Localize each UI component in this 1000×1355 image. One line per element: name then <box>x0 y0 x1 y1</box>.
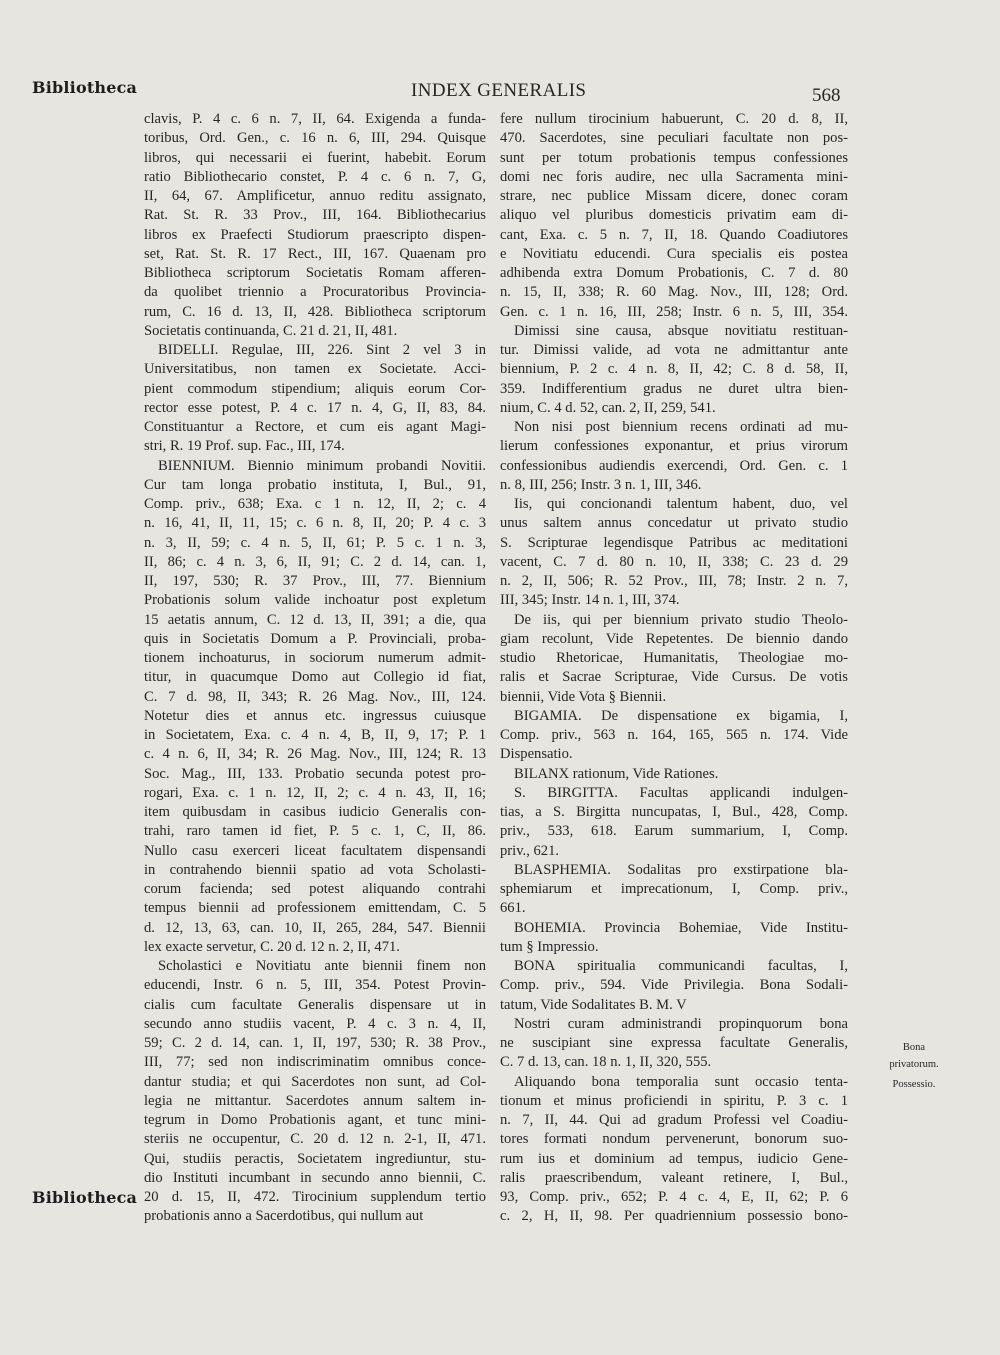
text-line: Iis, qui concionandi talentum habent, duo, vel <box>514 496 848 512</box>
text-line: 20 d. 15, II, 472. Tirocinium supplendum tertio <box>144 1189 486 1205</box>
text-line: 15 aetatis annum, C. 12 d. 13, II, 391; a die, qua <box>144 611 486 628</box>
text-line: BONA spiritualia communicandi facultas, I, <box>514 958 848 974</box>
text-line: set, Rat. St. R. 17 Rect., III, 167. Quaenam pro <box>144 245 486 262</box>
text-line: II, 64, 67. Amplificetur, annuo reditu assignato, <box>144 188 486 204</box>
text-line: 93, Comp. priv., 652; P. 4 c. 4, E, II, 62; P. 6 <box>500 1189 848 1205</box>
text-line: Soc. Mag., III, 133. Probatio secunda potest pro- <box>144 765 486 782</box>
text-line: BIENNIUM. Biennio minimum probandi Novitii. <box>158 457 486 474</box>
text-line: strare, nec publice Missam dicere, donec coram <box>500 188 848 204</box>
text-line: Comp. priv., 638; Exa. c 1 n. 12, II, 2; c. 4 <box>144 496 486 512</box>
text-line: rum, C. 16 d. 13, II, 428. Bibliotheca scriptorum <box>144 303 486 320</box>
text-line: clavis, P. 4 c. 6 n. 7, II, 64. Exigenda a funda- <box>144 111 486 127</box>
text-line: e Novitiatu educendi. Cura specialis eis postea <box>500 245 848 262</box>
text-line: tum § Impressio. <box>500 938 599 955</box>
text-line: III, 345; Instr. 14 n. 1, III, 374. <box>500 592 680 609</box>
text-line: n. 8, III, 256; Instr. 3 n. 1, III, 346. <box>500 476 702 493</box>
margin-note: privatorum. <box>889 1059 939 1070</box>
text-line: da quolibet triennio a Procuratoribus Provincia- <box>144 284 486 301</box>
text-line: c. 2, H, II, 98. Per quadriennium possessio bono- <box>500 1208 848 1225</box>
text-line: BOHEMIA. Provincia Bohemiae, Vide Institu- <box>514 919 848 936</box>
text-line: giam recolunt, Vide Repetentes. De biennio dando <box>500 630 848 647</box>
text-line: vacent, C. 7 d. 80 n. 10, II, 338; C. 23 d. 29 <box>500 553 848 570</box>
text-line: lierum confessiones exponantur, et prius virorum <box>500 438 848 455</box>
text-line: cant, Exa. c. 5 n. 7, II, 18. Quando Coadiutores <box>500 226 848 243</box>
text-line: dio Instituti incumbant in secundo anno biennii, C. <box>144 1169 486 1186</box>
text-line: tionum et minus proficiendi in spiritu, P. 3 c. 1 <box>500 1092 848 1109</box>
text-line: aliquo vel pluribus domesticis privatim eam di- <box>500 207 848 224</box>
text-line: fere nullum tirocinium habuerunt, C. 20 d. 8, II, <box>500 111 848 127</box>
text-line: stri, R. 19 Prof. sup. Fac., III, 174. <box>144 438 345 455</box>
margin-heading-bottom: Bibliotheca <box>32 1188 138 1207</box>
text-line: in contrahendo biennii spatio ad vota Scholasti- <box>144 861 486 878</box>
text-line: priv., 621. <box>500 842 560 859</box>
text-line: Non nisi post biennium recens ordinati ad mu- <box>514 419 848 435</box>
text-line: C. 7 d. 13, can. 18 n. 1, II, 320, 555. <box>500 1054 712 1071</box>
text-line: item quibusdam in casibus iudicio Generalis con- <box>144 804 486 820</box>
right-column <box>500 110 848 1227</box>
margin-note: Bona <box>902 1042 926 1053</box>
text-line: Probationis solum valide inchoatur post expletum <box>144 592 486 609</box>
text-line: quis in Societatis Domum a P. Provinciali, proba- <box>144 630 486 647</box>
text-line: Qui, studiis peractis, Societatem ingrediuntur, stu- <box>144 1150 486 1167</box>
text-line: BILANX rationum, Vide Rationes. <box>514 765 719 782</box>
text-line: Dispensatio. <box>500 746 573 763</box>
text-line: tur. Dimissi valide, ad vota ne admittantur ante <box>500 342 848 358</box>
left-column <box>144 110 486 1227</box>
text-line: studio Rhetoricae, Humanitatis, Theologiae mo- <box>500 650 848 666</box>
text-line: Societatis continuanda, C. 21 d. 21, II, 481. <box>144 322 398 339</box>
text-line: Scholastici e Novitiatu ante biennii finem non <box>158 958 486 974</box>
text-line: biennii, Vide Vota § Biennii. <box>500 688 667 705</box>
text-line: c. 4 n. 6, II, 34; R. 26 Mag. Nov., III, 124; R. 13 <box>144 746 486 763</box>
text-line: dantur studia; et qui Sacerdotes non sunt, ad Col- <box>144 1073 486 1090</box>
text-line: biennium, P. 2 c. 4 n. 8, II, 42; C. 8 d. 58, II, <box>500 361 848 378</box>
text-line: tatum, Vide Sodalitates B. M. V <box>500 996 687 1013</box>
text-line: BIGAMIA. De dispensatione ex bigamia, I, <box>514 707 848 724</box>
text-line: corum facienda; sed potest aliquando contrahi <box>144 881 486 897</box>
text-line: Dimissi sine causa, absque novitiatu restituan- <box>514 322 848 339</box>
text-line: Universitatibus, non tamen ex Societate. Acci- <box>144 361 486 378</box>
text-line: ralis et Sacrae Scripturae, Vide Cursus. De votis <box>500 669 848 686</box>
text-line: ralis praescribendum, valeant retinere, I, Bul., <box>500 1169 848 1186</box>
text-line: Comp. priv., 594. Vide Privilegia. Bona Sodali- <box>500 977 848 994</box>
text-line: Cur tam longa probatio instituta, I, Bul., 91, <box>144 476 486 493</box>
text-line: pient commodum stipendium; aliquis eorum Cor- <box>144 380 486 397</box>
text-line: ratio Bibliothecario constet, P. 4 c. 6 n. 7, G, <box>144 168 486 185</box>
text-line: S. Scripturae legendisque Patribus ac meditationi <box>500 534 848 551</box>
margin-heading-top: Bibliotheca <box>32 78 138 97</box>
text-line: titur, in quacumque Domo aut Collegio id fiat, <box>144 669 486 686</box>
text-line: priv., 533, 618. Earum summarium, I, Comp. <box>500 823 848 840</box>
text-line: Aliquando bona temporalia sunt occasio tenta- <box>514 1073 848 1090</box>
margin-note: Possessio. <box>892 1079 936 1090</box>
text-line: unus saltem annus concedatur ut privato studio <box>500 515 848 532</box>
text-line: II, 86; c. 4 n. 3, 6, II, 91; C. 2 d. 14, can. 1, <box>144 553 486 570</box>
text-line: in Societatem, Exa. c. 4 n. 4, B, II, 9, 17; P. 1 <box>144 727 486 743</box>
text-line: steriis ne occupentur, C. 20 d. 12 n. 2-1, II, 471. <box>144 1131 486 1148</box>
text-line: Gen. c. 1 n. 16, III, 258; Instr. 6 n. 5, III, 354. <box>500 303 848 320</box>
text-line: libros ex Praefecti Studiorum praescripto dispen- <box>144 226 486 243</box>
text-line: lex exacte servetur, C. 20 d. 12 n. 2, II, 471. <box>144 938 400 955</box>
text-line: d. 12, 13, 63, can. 10, II, 265, 284, 547. Biennii <box>144 919 486 936</box>
text-line: tias, a S. Birgitta nuncupatas, I, Bul., 428, Comp. <box>500 804 848 820</box>
text-line: tores formati nondum pervenerunt, bonorum suo- <box>500 1131 848 1148</box>
text-line: sphemiarum et imprecationum, I, Comp. priv., <box>500 881 848 897</box>
text-line: Nullo casu exerceri liceat facultatem dispensandi <box>144 842 486 859</box>
text-line: probationis anno a Sacerdotibus, qui nullum aut <box>144 1208 424 1225</box>
text-line: S. BIRGITTA. Facultas applicandi indulgen- <box>514 784 848 801</box>
text-line: n. 3, II, 59; c. 4 n. 5, II, 61; P. 5 c. 1 n. 3, <box>144 534 486 551</box>
text-line: 59; C. 2 d. 14, can. 1, II, 197, 530; R. 38 Prov., <box>144 1035 486 1051</box>
text-line: 661. <box>500 900 526 917</box>
text-line: sunt per totum probationis tempus confessiones <box>500 149 848 166</box>
text-line: Constituantur a Rectore, et cum eis agant Magi- <box>144 419 486 435</box>
text-line: toribus, Ord. Gen., c. 16 n. 6, III, 294. Quisque <box>144 130 486 147</box>
text-line: rogari, Exa. c. 1 n. 12, II, 2; c. 4 n. 43, II, 16; <box>144 784 486 801</box>
text-line: n. 15, II, 338; R. 60 Mag. Nov., III, 128; Ord. <box>500 284 848 301</box>
text-line: nium, C. 4 d. 52, can. 2, II, 259, 541. <box>500 399 716 416</box>
text-line: tionem inchoaturus, in sociorum numerum admit- <box>144 650 486 666</box>
running-title: INDEX GENERALIS <box>411 80 587 101</box>
text-line: n. 2, II, 506; R. 52 Prov., III, 78; Instr. 2 n. 7, <box>500 573 848 589</box>
text-line: De iis, qui per biennium privato studio Theolo- <box>514 611 848 628</box>
page-number: 568 <box>812 85 841 106</box>
text-line: educendi, Instr. 6 n. 5, III, 354. Potest Provin- <box>144 977 486 994</box>
text-line: II, 197, 530; R. 37 Prov., III, 77. Biennium <box>144 573 486 589</box>
text-line: confessionibus audiendis exercendi, Ord. Gen. c. 1 <box>500 457 848 474</box>
text-line: Bibliotheca scriptorum Societatis Romam afferen- <box>144 265 486 281</box>
text-line: Rat. St. R. 33 Prov., III, 164. Bibliothecarius <box>144 207 486 224</box>
text-line: adhibenda extra Domum Probationis, C. 7 d. 80 <box>500 265 848 281</box>
text-line: legia ne mittantur. Sacerdotes annum saltem in- <box>144 1092 486 1109</box>
text-line: Notetur dies et annus etc. ingressus cuiusque <box>144 707 486 724</box>
text-line: III, 77; sed non indiscriminatim omnibus conce- <box>144 1054 486 1071</box>
text-line: n. 7, II, 44. Qui ad gradum Professi vel Coadiu- <box>500 1112 848 1128</box>
text-line: tempus biennii ad professionem emittendam, C. 5 <box>144 900 486 917</box>
text-line: domi nec foris audire, nec ulla Sacramenta mini- <box>500 168 848 185</box>
text-line: 359. Indifferentium gradus ne duret ultra bien- <box>500 380 848 397</box>
text-line: cialis cum facultate Generalis dispensare ut in <box>144 996 486 1013</box>
text-line: Nostri curam administrandi propinquorum bona <box>514 1015 848 1032</box>
text-line: tegrum in Domo Probationis agant, et tunc mini- <box>144 1112 486 1128</box>
text-line: rum ius et dominium ad tempus, iudicio Gene- <box>500 1150 848 1167</box>
text-line: BIDELLI. Regulae, III, 226. Sint 2 vel 3 in <box>158 342 486 358</box>
text-line: C. 7 d. 98, II, 343; R. 26 Mag. Nov., III, 124. <box>144 688 486 705</box>
text-line: n. 16, 41, II, 11, 15; c. 6 n. 8, II, 20; P. 4 c. 3 <box>144 515 486 532</box>
text-line: libros, qui necessarii ei fuerint, habebit. Eorum <box>144 149 486 166</box>
text-line: Comp. priv., 563 n. 164, 165, 565 n. 174. Vide <box>500 727 848 743</box>
text-line: secundo anno studiis vacent, P. 4 c. 3 n. 4, II, <box>144 1015 486 1032</box>
text-line: trahi, raro tamen id fiet, P. 5 c. 1, C, II, 86. <box>144 823 486 840</box>
text-line: 470. Sacerdotes, sine peculiari facultate non pos- <box>500 130 848 147</box>
text-line: BLASPHEMIA. Sodalitas pro exstirpatione bla- <box>514 861 848 878</box>
text-line: rector esse potest, P. 4 c. 17 n. 4, G, II, 83, 84. <box>144 399 486 416</box>
text-line: ne suscipiant sine expressa facultate Generalis, <box>500 1035 848 1051</box>
